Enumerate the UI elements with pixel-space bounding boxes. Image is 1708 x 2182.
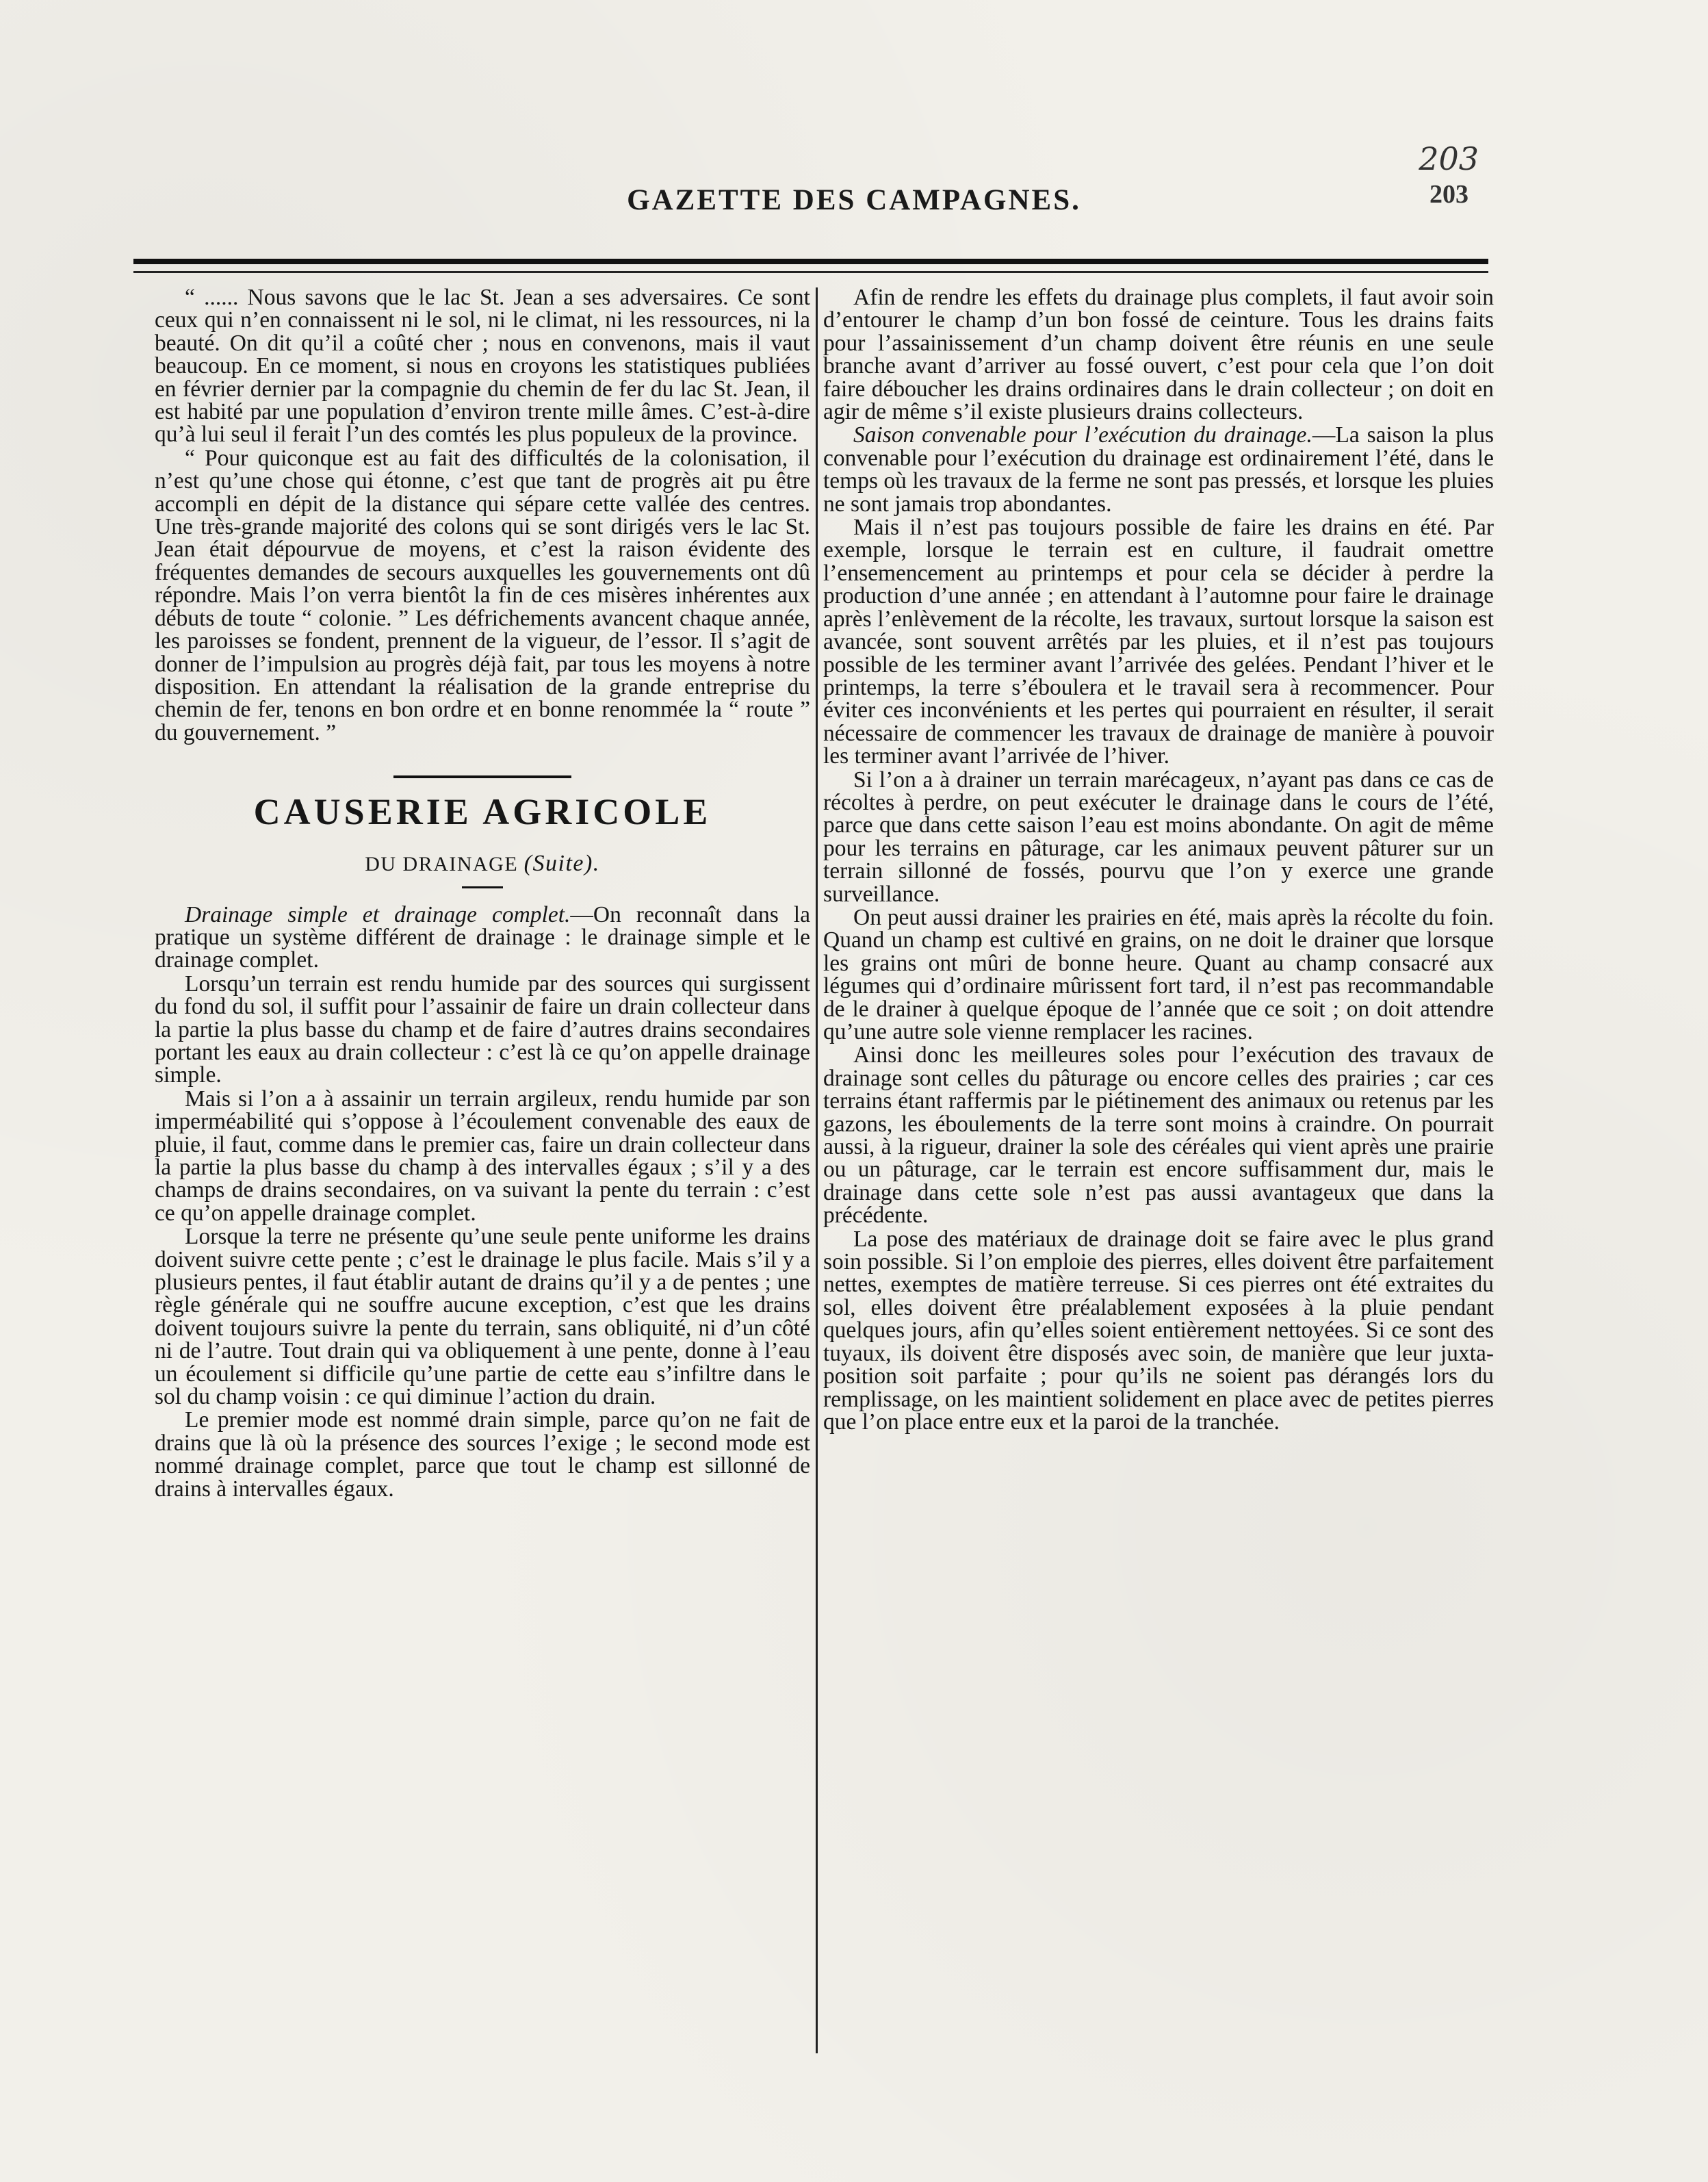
article-paragraph: Mais si l’on a à assainir un terrain argileux, rendu humide par son imperméabilité qui s’oppose à l’écoulement convenable des eaux de pluie, il faut, comme dans le premier cas, faire un drain collecteur dans la partie la plus basse du champ à des intervalles égaux ; s’il y a des champs de drains secondaires, on va suivant la pente du terrain : c’est ce qu’on appelle drainage complet. xyxy=(155,1086,810,1226)
article-paragraph xyxy=(155,903,810,972)
paragraph-text: —On reconnaît dans la pratique un système différent de drainage : le drainage simple et le drainage complet. xyxy=(155,901,810,973)
right-column xyxy=(823,286,1494,1433)
section-subtitle xyxy=(155,852,810,876)
article-paragraph: Mais il n’est pas toujours possible de faire les drains en été. Par exemple, lorsque le terrain est en culture, il faudrait omettre l’ensemencement au printemps et pour cela se décider à perdre la production d’une année ; en attendant à l’automne pour faire le drainage après l’enlèvement de la récolte, les travaux, surtout lorsque la saison est avancée, sont souvent arrêtés par les pluies, et il n’est pas toujours possible de les terminer avant l’arrivée des gelées. Pendant l’hiver et le printemps, la terre s’éboulera et le travail sera à recommencer. Pour éviter ces inconvénients et les pertes qui pourraient en résulter, il serait nécessaire de commencer les travaux de drainage de manière à pouvoir les terminer avant l’arrivée de l’hiver. xyxy=(823,515,1494,769)
article-paragraph: On peut aussi drainer les prairies en été, mais après la récolte du foin. Quand un champ est cultivé en grains, on ne doit le drainer que lorsque les grains ont mûri de bonne heure. Quant au champ consacré aux légumes qui d’ordinaire mûrissent fort tard, il n’est pas recommandable de le drainer à quelque époque de l’année que ce soit ; on doit attendre qu’une autre sole vienne remplacer les racines. xyxy=(823,904,1494,1044)
header-rule-thin xyxy=(133,271,1488,273)
paragraph-lead: Drainage simple et drainage complet. xyxy=(185,901,571,927)
section-title: CAUSERIE AGRICOLE xyxy=(253,791,712,833)
header-rule-thick xyxy=(133,259,1488,264)
masthead: GAZETTE DES CAMPAGNES. xyxy=(627,184,1081,216)
section-heading xyxy=(155,775,810,888)
left-column xyxy=(155,286,810,1500)
printed-page-number: 203 xyxy=(1429,180,1468,209)
handwritten-page-number: 203 xyxy=(1419,140,1479,177)
column-divider xyxy=(816,287,818,2053)
section-rule xyxy=(393,775,571,778)
article-paragraph: Afin de rendre les effets du drainage plus complets, il faut avoir soin d’entourer le champ d’un bon fossé de ceinture. Tous les drains faits pour l’assainissement d’un champ doivent être réunis en une seule branche avant d’arriver au fossé ouvert, c’est pour cela que l’on doit faire déboucher les drains ordinaires dans le drain collecteur ; on doit en agir de même s’il existe plusieurs drains collecteurs. xyxy=(823,285,1494,425)
article-paragraph: “ ...... Nous savons que le lac St. Jean a ses adversaires. Ce sont ceux qui n’en connaissent ni le sol, ni le climat, ni les ressources, ni la beauté. On dit qu’il a coûté cher ; nous en convenons, mais il vaut beaucoup. En ce moment, si nous en croyons les statistiques publiées en février dernier par la compagnie du chemin de fer du lac St. Jean, il est habité par une population d’environ trente mille âmes. C’est-à-dire qu’à lui seul il ferait l’un des comtés les plus populeux de la province. xyxy=(155,285,810,448)
paragraph-text: —La saison la plus convenable pour l’exécution du drainage est ordinairement l’été, dans le temps où les travaux de la ferme ne sont pas pressés, et lorsque les pluies ne sont jamais trop abondantes. xyxy=(823,422,1494,517)
section-dash xyxy=(462,886,503,888)
article-paragraph: Lorsque la terre ne présente qu’une seule pente uniforme les drains doivent suivre cette pente ; c’est le drainage le plus facile. Mais s’il y a plusieurs pentes, il faut établir autant de drains qu’il y a de pentes ; une règle générale qui ne souffre aucune exception, c’est que les drains doivent toujours suivre la pente du terrain, sans obliquité, ni d’un côté ni de l’autre. Tout drain qui va obliquement à une pente, donne à l’eau un écoulement si difficile qu’une partie de cette eau s’infiltre dans le sol du champ voisin : ce qui diminue l’action du drain. xyxy=(155,1224,810,1410)
article-paragraph: La pose des matériaux de drainage doit se faire avec le plus grand soin possible. Si l’on emploie des pierres, elles doivent être parfaitement nettes, exemptes de matière terreuse. Si ces pierres ont été extraites du sol, elles doivent être préalablement exposées à la pluie pendant quelques jours, afin qu’elles soient entièrement nettoyées. Si ce sont des tuyaux, ils doivent être disposés avec soin, de manière que leur juxta-position soit parfaite ; pour qu’ils ne soient pas dérangés lors du remplissage, on les maintient solidement en place avec de petites pierres que l’on place entre eux et la paroi de la tranchée. xyxy=(823,1226,1494,1435)
section-subtitle-italic: (Suite). xyxy=(523,851,600,877)
article-paragraph: Le premier mode est nommé drain simple, parce qu’on ne fait de drains que là où la présence des sources l’exige ; le second mode est nommé drainage complet, parce que tout le champ est sillonné de drains à intervalles égaux. xyxy=(155,1407,810,1502)
article-paragraph xyxy=(823,424,1494,515)
article-paragraph: Lorsqu’un terrain est rendu humide par des sources qui surgissent du fond du sol, il suffit pour l’assainir de faire un drain collecteur dans la partie la plus basse du champ et de faire d’autres drains secondaires portant les eaux au drain collecteur : c’est là ce qu’on appelle drainage simple. xyxy=(155,971,810,1088)
paragraph-lead: Saison convenable pour l’exécution du drainage. xyxy=(853,422,1312,448)
article-paragraph: Si l’on a à drainer un terrain marécageux, n’ayant pas dans ce cas de récoltes à perdre, on peut exécuter le drainage dans le cours de l’été, parce que dans cette saison l’eau est moins abondante. On agit de même pour les terrains en pâturage, car les animaux peuvent pâturer sur un terrain sillonné de fossés, pourvu que l’on y exerce une grande surveillance. xyxy=(823,767,1494,907)
article-paragraph: “ Pour quiconque est au fait des difficultés de la colonisation, il n’est qu’une chose qui étonne, c’est que tant de progrès ait pu être accompli en dépit de la distance qui sépare cette vallée des centres. Une très-grande majorité des colons qui se sont dirigés vers le lac St. Jean était dépourvue de moyens, et c’est la raison évidente des fréquentes demandes de secours auxquelles les gouvernements ont dû répondre. Mais l’on verra bientôt la fin de ces misères inhérentes aux débuts de toute “ colonie. ” Les défrichements avancent chaque année, les paroisses se fondent, prennent de la vigueur, de l’essor. Il s’agit de donner de l’impulsion au progrès déjà fait, par tous les moyens à notre disposition. En attendant la réalisation de la grande entreprise du chemin de fer, tenons en bon ordre et en bonne renommée la “ route ” du gouvernement. ” xyxy=(155,445,810,745)
section-subtitle-caps: DU DRAINAGE xyxy=(365,853,519,876)
article-paragraph: Ainsi donc les meilleures soles pour l’exécution des travaux de drainage sont celles du pâturage ou encore celles des prairies ; car ces terrains étant raffermis par le piétinement des animaux ou retenus par les gazons, les éboulements de la terre sont moins à craindre. On pourrait aussi, à la rigueur, drainer la sole des céréales qui vient après une prairie ou un pâturage, car le terrain est encore suffisamment dur, mais le drainage dans cette sole n’est pas aussi avantageux que dans la précédente. xyxy=(823,1042,1494,1229)
